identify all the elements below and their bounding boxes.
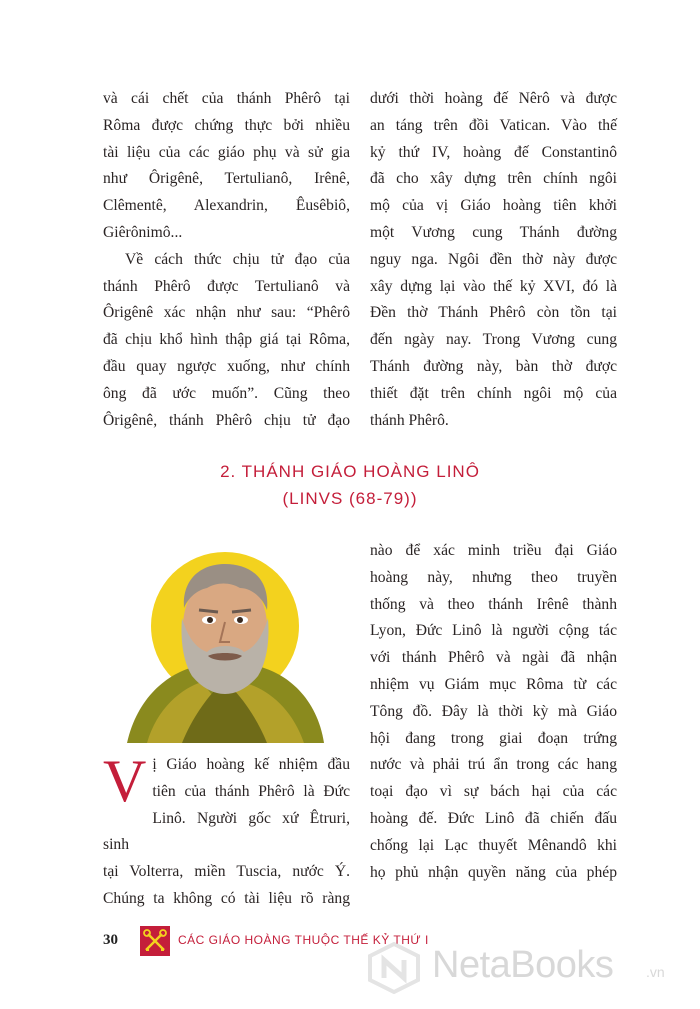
text-line: Giêrônimô... [103, 223, 183, 241]
text-line: xây dựng lại vào thế kỷ XVI, đó là [370, 277, 617, 295]
text-line: chống lại Lạc thuyết Mênandô khi [370, 836, 617, 854]
text-line: một Vương cung Thánh đường [370, 223, 617, 241]
text-line: đến ngày nay. Trong Vương cung [370, 331, 617, 349]
text-line: Linô. Người gốc xứ Êtruri, sinh [103, 809, 350, 854]
watermark-brand: NetaBooks [432, 944, 614, 986]
text-line: nhiệm vụ Giám mục Rôma từ các [370, 675, 617, 693]
text-line: Lyon, Đức Linô là người cộng tác [370, 622, 617, 640]
text-line: tài liệu của các giáo phụ và sử gia [103, 143, 350, 161]
text-line: thánh Phêrô. [370, 411, 449, 429]
running-title: CÁC GIÁO HOÀNG THUỘC THẾ KỶ THỨ I [178, 933, 429, 947]
text-column-bottom-left [103, 748, 350, 913]
text-line: Tông đồ. Đây là thời kỳ mà Giáo [370, 702, 617, 720]
text-line: thiết đặt trên chính ngôi mộ của [370, 384, 617, 402]
text-line: nước và phải trú ẩn trong các hang [370, 756, 617, 774]
text-line: Chúng ta không có tài liệu rõ ràng [103, 889, 350, 907]
paragraph [103, 748, 350, 913]
text-line: với thánh Phêrô và ngài đã nhận [370, 649, 617, 667]
text-line: Về cách thức chịu tử đạo của [125, 250, 350, 268]
text-line: đầu quay ngược xuống, như chính [103, 357, 350, 375]
text-line: Ôrigênê xác nhận như sau: “Phêrô [103, 304, 350, 322]
text-line: Thánh đường này, bàn thờ được [370, 357, 617, 375]
text-line: tại Volterra, miền Tuscia, nước Ý. [103, 863, 350, 881]
text-line: Đền thờ Thánh Phêrô còn tồn tại [370, 304, 617, 322]
text-line: như Ôrigênê, Tertulianô, Irênê, [103, 170, 350, 188]
paragraph [370, 538, 617, 886]
text-line: và cái chết của thánh Phêrô tại [103, 90, 350, 107]
text-line: nào để xác minh triều đại Giáo [370, 542, 617, 559]
text-line: hoàng này, nhưng theo truyền [370, 568, 617, 586]
section-subtitle: (LINVS (68-79)) [282, 489, 418, 508]
text-column-top-right [370, 86, 617, 434]
text-line: tiên của thánh Phêrô là Đức [152, 782, 350, 800]
paragraph [370, 86, 617, 434]
paragraph [103, 86, 350, 247]
page-number: 30 [103, 932, 118, 948]
text-line: thánh Phêrô được Tertulianô và [103, 277, 350, 295]
section-title: 2. THÁNH GIÁO HOÀNG LINÔ [220, 462, 480, 481]
text-line: hội đang trong giai đoạn trứng [370, 729, 617, 747]
drop-cap: V [103, 748, 147, 814]
text-line: họ phủ nhận quyền năng của phép [370, 863, 617, 881]
crossed-keys-icon [140, 926, 170, 956]
netabooks-logo-icon [366, 942, 422, 994]
text-line: nguy nga. Ngôi đền thờ này được [370, 250, 617, 268]
text-line: mộ của vị Giáo hoàng tiên khởi [370, 197, 617, 215]
paragraph [103, 247, 350, 435]
text-line: Clêmentê, Alexandrin, Êusêbiô, [103, 197, 350, 215]
text-line: đã cho xây dựng trên chính ngôi [370, 170, 617, 188]
text-line: ị Giáo hoàng kế nhiệm đầu [152, 756, 350, 773]
pope-linus-portrait [122, 548, 327, 743]
text-line: ông đã ước muốn”. Cũng theo [103, 384, 350, 402]
text-line: Rôma được chứng thực bởi nhiều [103, 116, 350, 134]
text-line: đã chịu khổ hình thập giá tại Rôma, [103, 331, 350, 349]
text-line: an táng trên đồi Vatican. Vào thế [370, 116, 617, 134]
watermark-suffix: .vn [646, 964, 665, 980]
text-line: thống và theo thánh Irênê thành [370, 595, 617, 613]
text-line: toại đạo vì sự bách hại của các [370, 783, 617, 801]
text-line: Ôrigênê, thánh Phêrô chịu tử đạo [103, 411, 350, 429]
text-line: hoàng đế. Đức Linô đã chiến đấu [370, 809, 617, 827]
text-line: dưới thời hoàng đế Nêrô và được [370, 90, 617, 107]
text-line: kỷ thứ IV, hoàng đế Constantinô [370, 143, 617, 161]
text-column-top-left [103, 86, 350, 434]
text-column-bottom-right [370, 538, 617, 886]
